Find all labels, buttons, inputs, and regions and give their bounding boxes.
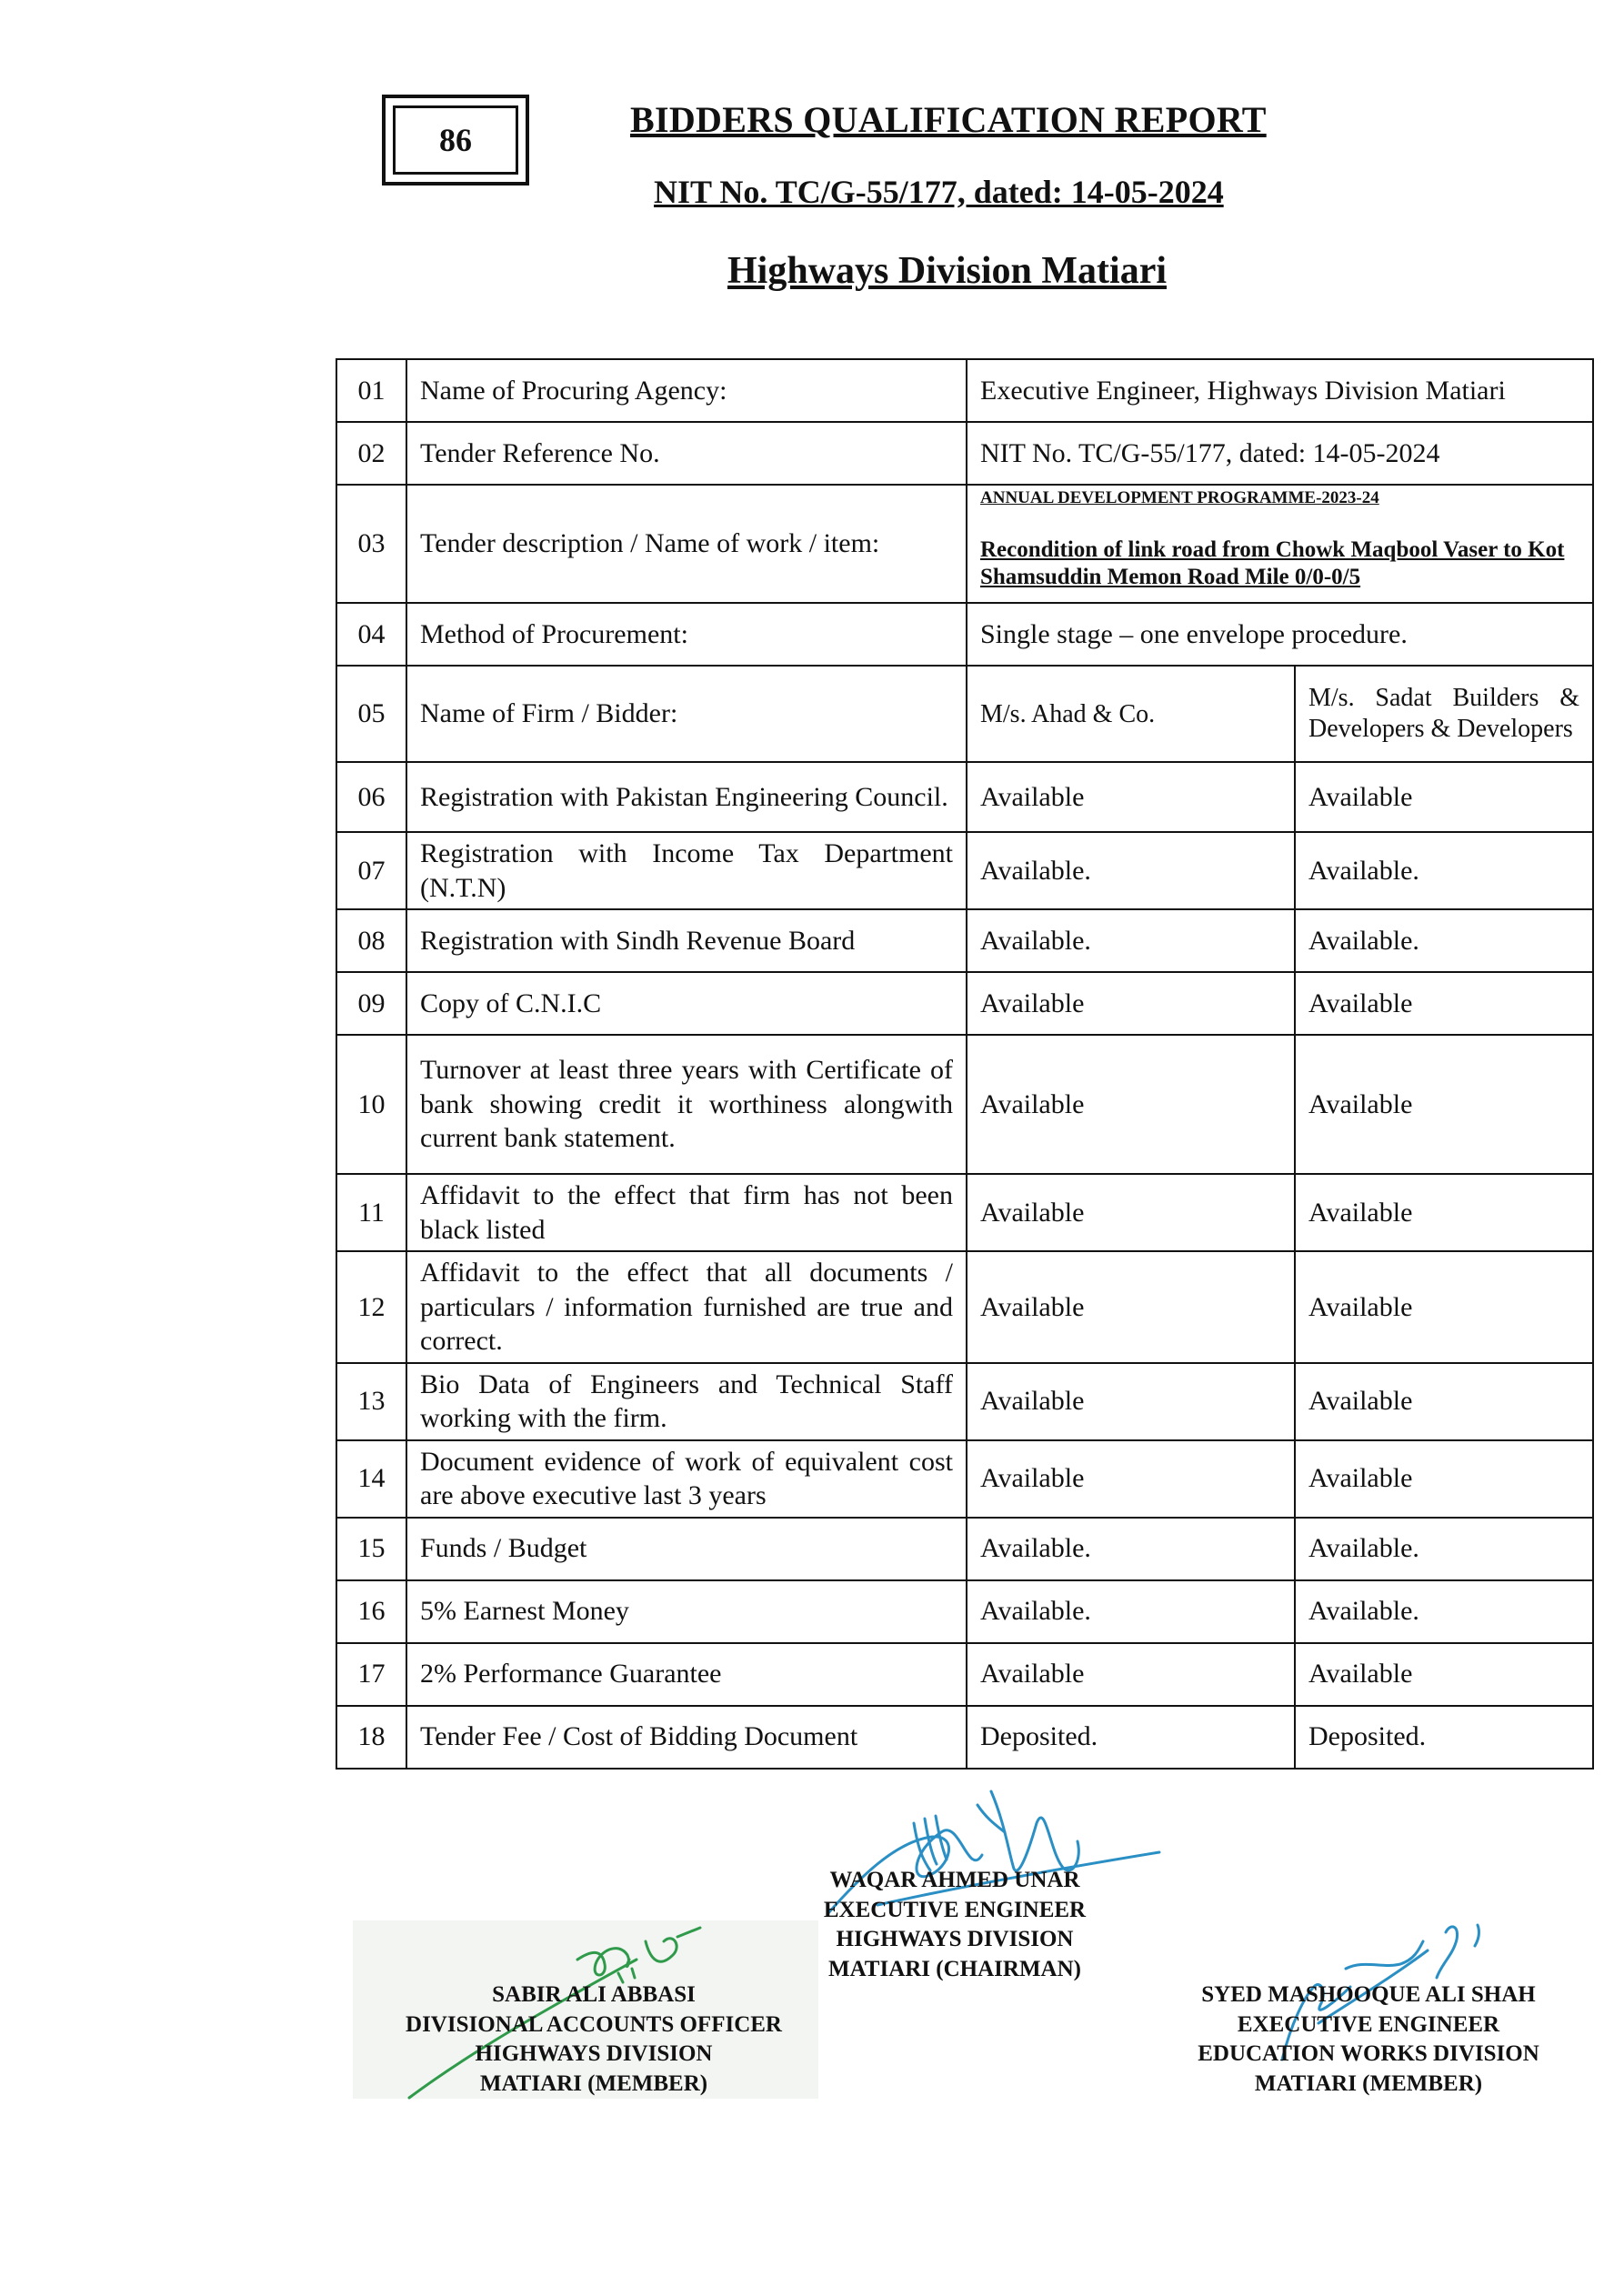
member1-signature-block [380, 1980, 807, 2099]
table-row [336, 603, 1593, 666]
work-name: Recondition of link road from Chowk Maqbool Vaser to Kot Shamsuddin Memon Road Mile 0/0-0/5 [980, 536, 1565, 589]
requirement-label: Tender Fee / Cost of Bidding Document [406, 1706, 967, 1769]
requirement-label: Tender Reference No. [406, 422, 967, 485]
firm-1-status: Available [967, 1363, 1295, 1440]
requirement-label: Document evidence of work of equivalent cost are above executive last 3 years [406, 1440, 967, 1518]
serial-number: 07 [336, 832, 406, 909]
requirement-label: Affidavit to the effect that all documents / particulars / information furnished are true and correct. [406, 1251, 967, 1363]
serial-number: 02 [336, 422, 406, 485]
serial-number: 03 [336, 485, 406, 603]
member2-signature-block [1168, 1980, 1569, 2099]
serial-number: 08 [336, 909, 406, 972]
firm-1-status: Deposited. [967, 1706, 1295, 1769]
table-row [336, 1643, 1593, 1706]
table-row [336, 972, 1593, 1035]
requirement-label: Copy of C.N.I.C [406, 972, 967, 1035]
firm-1-status: Available. [967, 1518, 1295, 1580]
requirement-label: Funds / Budget [406, 1518, 967, 1580]
firm-1-status: Available [967, 1251, 1295, 1363]
serial-number: 05 [336, 666, 406, 762]
serial-number: 17 [336, 1643, 406, 1706]
table-row [336, 1706, 1593, 1769]
firm-2-status: Deposited. [1295, 1706, 1593, 1769]
signatory-title: EXECUTIVE ENGINEER [823, 1897, 1087, 1922]
table-row [336, 485, 1593, 603]
page-number-box [382, 95, 529, 185]
programme-heading: ANNUAL DEVELOPMENT PROGRAMME-2023-24 [980, 488, 1379, 507]
table-row [336, 1251, 1593, 1363]
report-title: BIDDERS QUALIFICATION REPORT [630, 99, 1267, 140]
firm-2-name: M/s. Sadat Builders & Developers & Developers [1295, 666, 1593, 762]
table-row [336, 762, 1593, 832]
requirement-label: Affidavit to the effect that firm has not been black listed [406, 1174, 967, 1251]
chairman-signature-block [800, 1866, 1109, 1984]
signatory-role: MATIARI (MEMBER) [1254, 2070, 1483, 2096]
firm-2-status: Available. [1295, 909, 1593, 972]
firm-1-status: Available [967, 1643, 1295, 1706]
firm-2-status: Available [1295, 762, 1593, 832]
firm-2-status: Available [1295, 972, 1593, 1035]
signatory-role: MATIARI (CHAIRMAN) [828, 1956, 1081, 1981]
nit-reference: NIT No. TC/G-55/177, dated: 14-05-2024 [654, 174, 1224, 210]
requirement-label: Registration with Income Tax Department (N.T.N) [406, 832, 967, 909]
firm-1-status: Available [967, 1440, 1295, 1518]
serial-number: 10 [336, 1035, 406, 1174]
serial-number: 16 [336, 1580, 406, 1643]
firm-2-status: Available [1295, 1251, 1593, 1363]
signatory-name: SABIR ALI ABBASI [492, 1982, 696, 2007]
requirement-value: NIT No. TC/G-55/177, dated: 14-05-2024 [967, 422, 1593, 485]
requirement-value: Executive Engineer, Highways Division Matiari [967, 359, 1593, 422]
firm-1-status: Available. [967, 832, 1295, 909]
table-row [336, 1035, 1593, 1174]
signatory-name: SYED MASHOOQUE ALI SHAH [1201, 1982, 1536, 2007]
requirement-label: Method of Procurement: [406, 603, 967, 666]
serial-number: 13 [336, 1363, 406, 1440]
requirement-label: Turnover at least three years with Certificate of bank showing credit it worthiness alongwith current bank statement. [406, 1035, 967, 1174]
table-row [336, 1363, 1593, 1440]
firm-2-status: Available. [1295, 832, 1593, 909]
requirement-label: Bio Data of Engineers and Technical Staff working with the firm. [406, 1363, 967, 1440]
signatory-name: WAQAR AHMED UNAR [829, 1868, 1080, 1892]
signatory-title: EXECUTIVE ENGINEER [1237, 2011, 1500, 2037]
table-row [336, 909, 1593, 972]
firm-2-status: Available [1295, 1035, 1593, 1174]
serial-number: 09 [336, 972, 406, 1035]
serial-number: 06 [336, 762, 406, 832]
table-row [336, 832, 1593, 909]
serial-number: 01 [336, 359, 406, 422]
serial-number: 04 [336, 603, 406, 666]
requirement-label: Tender description / Name of work / item: [406, 485, 967, 603]
requirement-label: 2% Performance Guarantee [406, 1643, 967, 1706]
requirement-label: Registration with Pakistan Engineering Council. [406, 762, 967, 832]
firm-1-status: Available [967, 972, 1295, 1035]
tender-description [967, 485, 1593, 603]
firm-1-status: Available [967, 1174, 1295, 1251]
table-row [336, 1440, 1593, 1518]
signatory-role: MATIARI (MEMBER) [479, 2070, 708, 2096]
signatory-title: DIVISIONAL ACCOUNTS OFFICER [406, 2011, 782, 2037]
table-row [336, 1518, 1593, 1580]
requirement-label: Name of Firm / Bidder: [406, 666, 967, 762]
firm-1-status: Available. [967, 1580, 1295, 1643]
serial-number: 11 [336, 1174, 406, 1251]
firm-1-status: Available [967, 1035, 1295, 1174]
serial-number: 15 [336, 1518, 406, 1580]
firm-2-status: Available. [1295, 1580, 1593, 1643]
firm-2-status: Available [1295, 1363, 1593, 1440]
firm-1-name: M/s. Ahad & Co. [967, 666, 1295, 762]
serial-number: 12 [336, 1251, 406, 1363]
firm-1-status: Available. [967, 909, 1295, 972]
table-row [336, 1174, 1593, 1251]
firm-2-status: Available [1295, 1440, 1593, 1518]
requirement-label: 5% Earnest Money [406, 1580, 967, 1643]
firm-1-status: Available [967, 762, 1295, 832]
firm-2-status: Available [1295, 1174, 1593, 1251]
table-row [336, 359, 1593, 422]
requirement-label: Registration with Sindh Revenue Board [406, 909, 967, 972]
page-number: 86 [393, 105, 518, 175]
firm-2-status: Available [1295, 1643, 1593, 1706]
table-row [336, 422, 1593, 485]
firm-2-status: Available. [1295, 1518, 1593, 1580]
signatory-division: HIGHWAYS DIVISION [836, 1927, 1074, 1951]
division-title: Highways Division Matiari [727, 250, 1168, 292]
requirement-value: Single stage – one envelope procedure. [967, 603, 1593, 666]
serial-number: 14 [336, 1440, 406, 1518]
table-row [336, 666, 1593, 762]
table-row [336, 1580, 1593, 1643]
qualification-table [336, 358, 1594, 1770]
serial-number: 18 [336, 1706, 406, 1769]
signatory-division: EDUCATION WORKS DIVISION [1198, 2041, 1539, 2066]
requirement-label: Name of Procuring Agency: [406, 359, 967, 422]
signatory-division: HIGHWAYS DIVISION [475, 2041, 713, 2066]
